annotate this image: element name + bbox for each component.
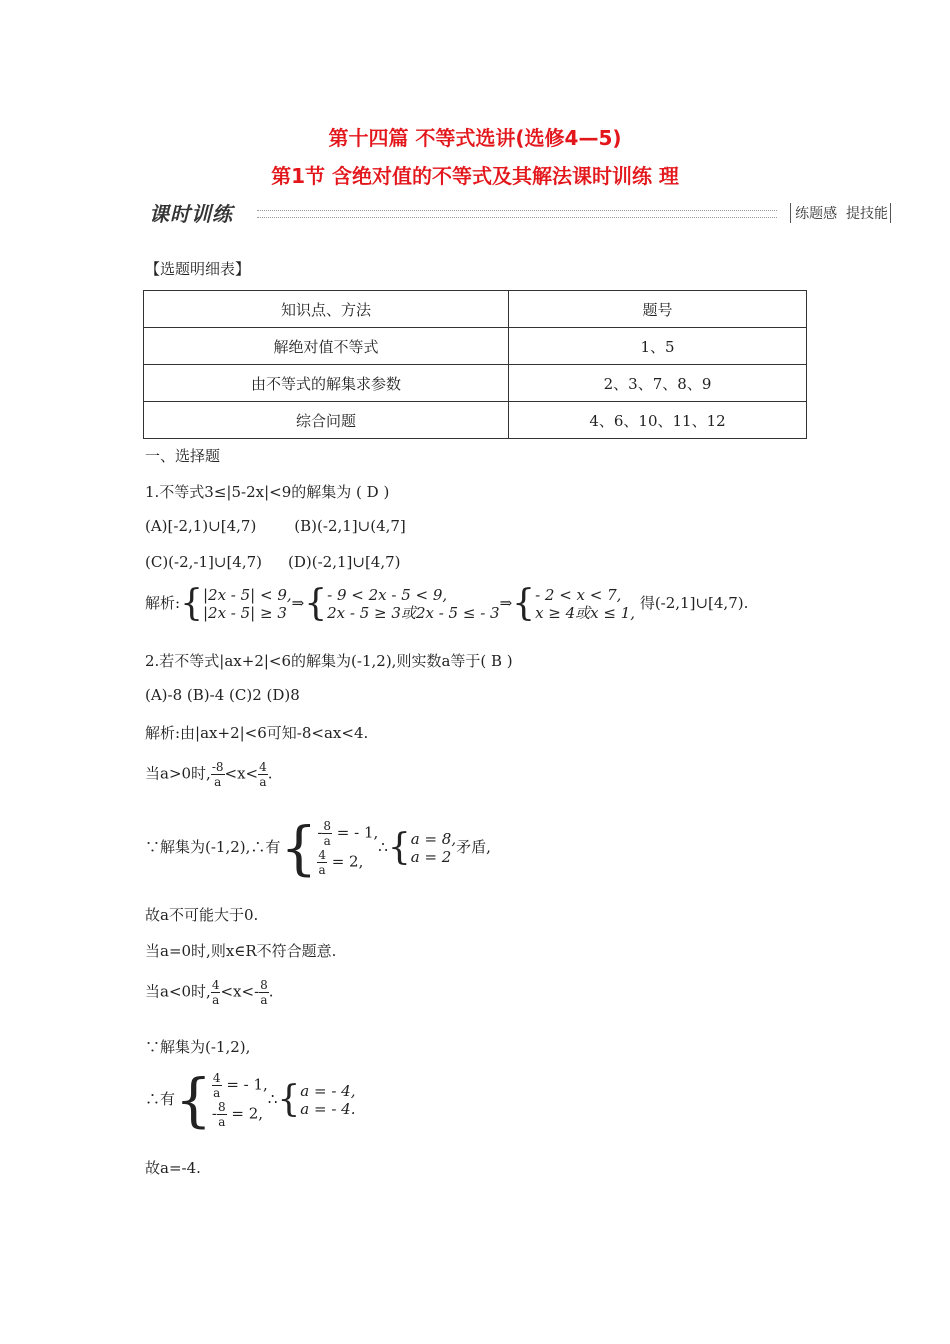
section-title: 第1节 含绝对值的不等式及其解法课时训练 理	[271, 164, 679, 188]
q1-option-a: (A)[-2,1)∪[4,7)	[145, 517, 257, 535]
q1-option-c: (C)(-2,-1]∪[4,7)	[145, 553, 263, 571]
table-cell: 2、3、7、8、9	[509, 365, 807, 402]
q2-stem: 2.若不等式|ax+2|<6的解集为(-1,2),则实数a等于( B )	[145, 652, 513, 670]
banner-divider	[257, 210, 777, 218]
q1-stem: 1.不等式3≤|5-2x|<9的解集为 ( D )	[145, 483, 390, 501]
table-row	[144, 365, 807, 402]
q2-case-negative: 当a<0时, $\frac{4}{a}$ <x<- $\frac{8}{a}$ .	[145, 978, 274, 1007]
fraction: $\frac{8}{a}$	[260, 978, 268, 1007]
q1-option-b: (B)(-2,1]∪(4,7]	[294, 517, 406, 535]
q2-options: (A)-8 (B)-4 (C)2 (D)8	[145, 686, 300, 704]
q2-answer: 故a=-4.	[145, 1159, 201, 1177]
q2-because-2: ∵解集为(-1,2),	[145, 1038, 251, 1056]
q1-system-3: - 2 < x < 7, x ≥ 4或x ≤ 1,	[535, 586, 636, 622]
q2-system-positive: ∵解集为(-1,2),∴有{- $\frac{8}{a}$ = - 1, $\frac{4}{a}$ = 2,∴{a = 8, a = 2矛盾,	[145, 814, 491, 882]
q2-case-zero: 当a=0时,则x∈R不符合题意.	[145, 942, 337, 960]
header-cell: 知识点、方法	[144, 291, 509, 328]
q1-system-2: - 9 < 2x - 5 < 9, 2x - 5 ≥ 3或2x - 5 ≤ - 3	[327, 586, 500, 622]
fraction: $\frac{4}{a}$	[318, 848, 326, 877]
q2-not-positive: 故a不可能大于0.	[145, 906, 259, 924]
table-cell: 1、5	[509, 328, 807, 365]
header-cell: 题号	[509, 291, 807, 328]
table-cell: 解绝对值不等式	[144, 328, 509, 365]
table-cell: 综合问题	[144, 402, 509, 439]
q1-options-ab	[145, 517, 406, 535]
table-header-row	[144, 291, 807, 328]
table-heading: 【选题明细表】	[145, 260, 251, 278]
fraction: $\frac{8}{a}$	[218, 1100, 226, 1129]
fraction: $\frac{4}{a}$	[259, 760, 267, 789]
q1-solution: 解析:{|2x - 5| < 9, |2x - 5| ≥ 3⇒{- 9 < 2x - 5 < 9, 2x - 5 ≥ 3或2x - 5 ≤ - 3⇒{- 2 < x < 7, x ≥ 4或x ≤ 1, 得(-2,1]∪[4,7).	[145, 583, 749, 624]
topic-table	[143, 290, 807, 439]
table-row	[144, 328, 807, 365]
q1-options-cd	[145, 553, 401, 571]
fraction: $\frac{4}{a}$	[211, 978, 220, 1007]
q1-option-d: (D)(-2,1]∪[4,7)	[288, 553, 401, 571]
banner-label: 课时训练	[149, 202, 233, 226]
fraction: $\frac{4}{a}$	[212, 1071, 221, 1100]
section-heading: 一、选择题	[145, 447, 221, 465]
table-row	[144, 402, 807, 439]
q2-system-negative: ∴有{ $\frac{4}{a}$ = - 1, - $\frac{8}{a}$ = 2,∴{a = - 4, a = - 4.	[145, 1066, 356, 1134]
fraction: $\frac{8}{a}$	[323, 819, 332, 848]
fraction: $\frac{-8}{a}$	[211, 760, 224, 789]
table-cell: 由不等式的解集求参数	[144, 365, 509, 402]
q2-case-positive: 当a>0时, $\frac{-8}{a}$ <x< $\frac{4}{a}$ .	[145, 760, 273, 789]
solution-label: 解析:	[145, 594, 181, 612]
q1-result: 得(-2,1]∪[4,7).	[639, 594, 749, 612]
chapter-title: 第十四篇 不等式选讲(选修4—5)	[328, 126, 622, 150]
banner	[145, 198, 891, 230]
q2-solution-line1: 解析:由|ax+2|<6可知-8<ax<4.	[145, 724, 369, 742]
table-cell: 4、6、10、11、12	[509, 402, 807, 439]
q1-system-1: |2x - 5| < 9, |2x - 5| ≥ 3	[202, 586, 292, 622]
banner-slogan: 练题感 提技能	[790, 203, 891, 223]
